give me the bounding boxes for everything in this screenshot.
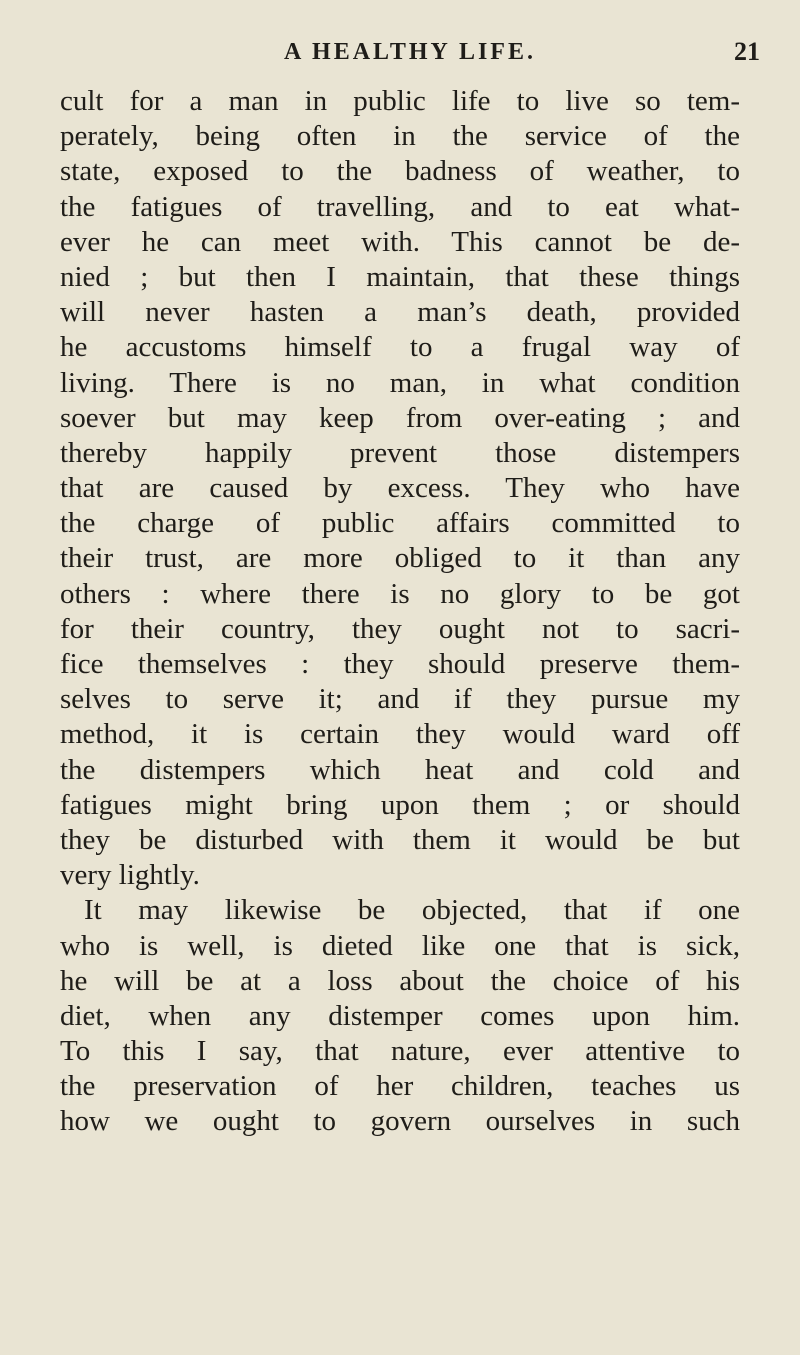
text-line: selves to serve it; and if they pursue my: [60, 683, 740, 716]
text-line: the preservation of her children, teaches us: [60, 1070, 740, 1103]
body-text: [60, 84, 740, 1140]
text-line: diet, when any distemper comes upon him.: [60, 999, 740, 1032]
text-line: the distempers which heat and cold and: [60, 753, 740, 786]
text-line: soever but may keep from over-eating ; and: [60, 401, 740, 434]
running-head: [60, 32, 760, 72]
text-line: that are caused by excess. They who have: [60, 472, 740, 505]
running-title: A HEALTHY LIFE.: [284, 39, 536, 65]
text-line: fice themselves : they should preserve them-: [60, 648, 740, 680]
text-line: It may likewise be objected, that if one: [84, 894, 740, 927]
text-line: they be disturbed with them it would be but: [60, 823, 740, 856]
text-line: he accustoms himself to a frugal way of: [60, 331, 740, 364]
text-line: living. There is no man, in what condition: [60, 366, 740, 399]
page-number: 21: [734, 37, 760, 66]
text-line: thereby happily prevent those distempers: [60, 436, 740, 469]
text-line: who is well, is dieted like one that is sick,: [60, 929, 740, 962]
text-line: the charge of public affairs committed to: [60, 507, 740, 540]
text-line: how we ought to govern ourselves in such: [60, 1105, 740, 1138]
text-line: fatigues might bring upon them ; or should: [60, 788, 740, 821]
text-line: for their country, they ought not to sacri-: [60, 612, 740, 645]
text-line: state, exposed to the badness of weather, to: [60, 155, 740, 188]
text-line: others : where there is no glory to be got: [60, 577, 740, 610]
text-line: their trust, are more obliged to it than any: [60, 542, 740, 575]
text-line: will never hasten a man’s death, provided: [60, 296, 740, 329]
text-line: the fatigues of travelling, and to eat what-: [60, 190, 740, 223]
text-line: perately, being often in the service of the: [60, 120, 740, 153]
text-line: method, it is certain they would ward off: [60, 718, 740, 751]
text-line: ever he can meet with. This cannot be de-: [60, 225, 740, 258]
text-line: very lightly.: [60, 859, 200, 892]
text-line: cult for a man in public life to live so tem-: [60, 85, 740, 117]
text-line: he will be at a loss about the choice of his: [60, 964, 740, 997]
text-line: nied ; but then I maintain, that these things: [60, 260, 740, 293]
text-line: To this I say, that nature, ever attentive to: [60, 1035, 740, 1068]
